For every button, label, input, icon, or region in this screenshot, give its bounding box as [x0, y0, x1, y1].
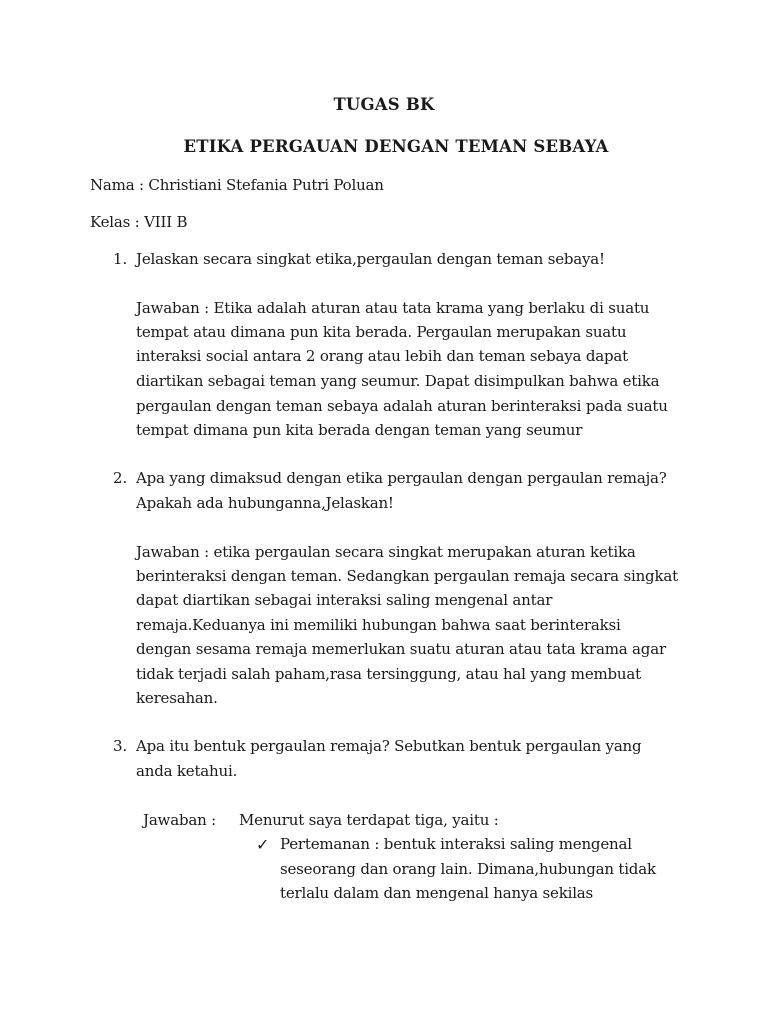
- answer-line: Jawaban : etika pergaulan secara singkat merupakan aturan ketika: [136, 543, 636, 561]
- question-text: Jelaskan secara singkat etika,pergaulan dengan teman sebaya!: [136, 250, 605, 268]
- answer-line: tempat dimana pun kita berada dengan teman yang seumur: [136, 421, 583, 439]
- bullet-line: seseorang dan orang lain. Dimana,hubungan tidak: [280, 860, 656, 878]
- answer-line: keresahan.: [136, 689, 218, 707]
- answer-line: diartikan sebagai teman yang seumur. Dapat disimpulkan bahwa etika: [136, 372, 660, 390]
- student-name: Nama : Christiani Stefania Putri Poluan: [90, 176, 384, 194]
- answer-line: pergaulan dengan teman sebaya adalah aturan berinteraksi pada suatu: [136, 397, 668, 415]
- question-number: 2.: [113, 469, 128, 487]
- document-title: TUGAS BK: [333, 95, 435, 114]
- question-number: 3.: [113, 737, 128, 755]
- answer-line: dapat diartikan sebagai interaksi saling mengenal antar: [136, 591, 553, 609]
- document-subtitle: ETIKA PERGAUAN DENGAN TEMAN SEBAYA: [183, 137, 609, 156]
- answer-label: Jawaban :: [143, 811, 216, 829]
- question-text: Apa yang dimaksud dengan etika pergaulan dengan pergaulan remaja?: [136, 469, 667, 487]
- checkmark-icon: ✓: [256, 835, 270, 854]
- answer-line: dengan sesama remaja memerlukan suatu aturan atau tata krama agar: [136, 640, 666, 658]
- question-text: Apa itu bentuk pergaulan remaja? Sebutkan bentuk pergaulan yang: [136, 737, 642, 755]
- answer-line: Jawaban : Etika adalah aturan atau tata krama yang berlaku di suatu: [136, 299, 650, 317]
- bullet-line: Pertemanan : bentuk interaksi saling mengenal: [280, 835, 632, 853]
- answer-line: tidak terjadi salah paham,rasa tersinggung, atau hal yang membuat: [136, 665, 641, 683]
- answer-intro: Menurut saya terdapat tiga, yaitu :: [239, 811, 499, 829]
- answer-line: remaja.Keduanya ini memiliki hubungan bahwa saat berinteraksi: [136, 616, 621, 634]
- question-text: Apakah ada hubunganna,Jelaskan!: [136, 494, 394, 512]
- answer-line: berinteraksi dengan teman. Sedangkan pergaulan remaja secara singkat: [136, 567, 678, 585]
- question-text: anda ketahui.: [136, 762, 238, 780]
- student-class: Kelas : VIII B: [90, 213, 188, 231]
- question-number: 1.: [113, 250, 128, 268]
- answer-line: interaksi social antara 2 orang atau lebih dan teman sebaya dapat: [136, 347, 628, 365]
- bullet-line: terlalu dalam dan mengenal hanya sekilas: [280, 884, 594, 902]
- answer-line: tempat atau dimana pun kita berada. Pergaulan merupakan suatu: [136, 323, 627, 341]
